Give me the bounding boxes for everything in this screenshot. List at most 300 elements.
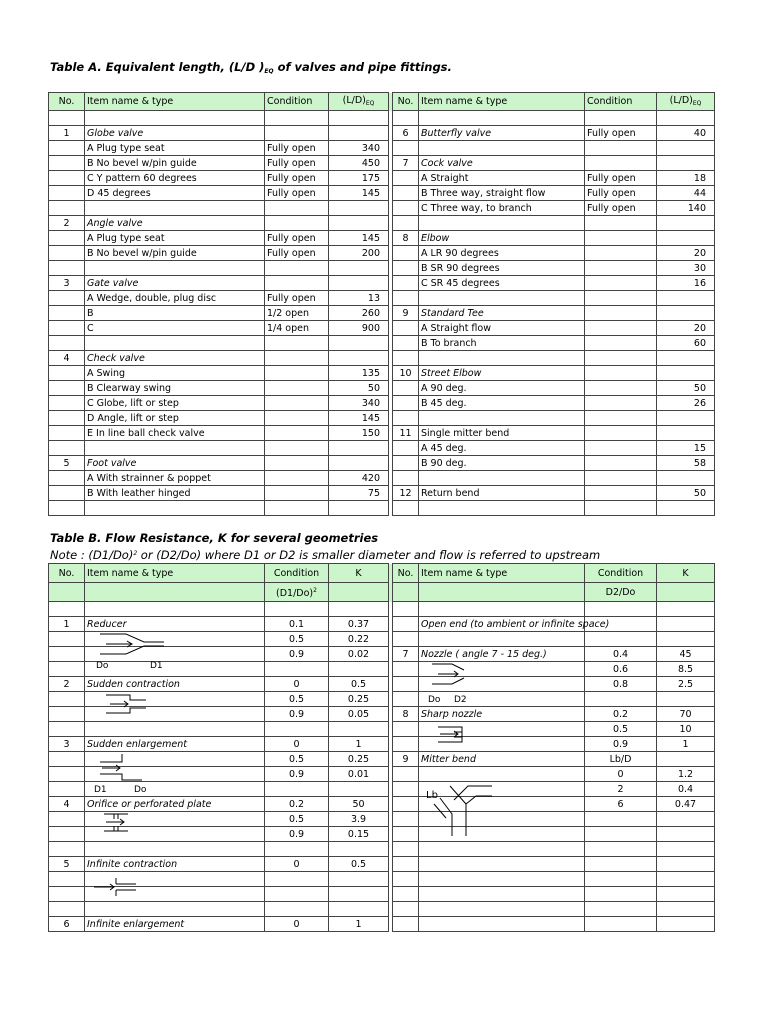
cell-item-left: Infinite enlargement [85, 917, 265, 932]
cell-no-right: 9 [393, 306, 419, 321]
cell-value-left [329, 602, 389, 617]
cell-condition-right [585, 812, 657, 827]
cell-condition-right: 0.9 [585, 737, 657, 752]
cell-value-left: 145 [329, 411, 389, 426]
cell-condition-left [265, 366, 329, 381]
orifice-plate-diagram [100, 812, 140, 834]
col-header-ld [329, 93, 389, 111]
cell-item-right: A 45 deg. [419, 441, 585, 456]
cell-condition-left: 0.5 [265, 752, 329, 767]
cell-no-left [49, 842, 85, 857]
cell-no-right [393, 662, 419, 677]
cell-no-right [393, 602, 419, 617]
cell-no-left [49, 366, 85, 381]
note-sup: 2 [133, 550, 138, 557]
cell-no-left [49, 902, 85, 917]
cell-no-left [49, 782, 85, 797]
cell-no-right [393, 617, 419, 632]
cell-item-left: A With strainner & poppet [85, 471, 265, 486]
cell-item-right [419, 632, 585, 647]
table-b-title: Table B. Flow Resistance, K for several geometries [50, 531, 379, 545]
col-header-condition: Condition [265, 93, 329, 111]
cell-item-right [419, 411, 585, 426]
cell-no-left [49, 321, 85, 336]
cell-condition-left [265, 902, 329, 917]
cell-no-right [393, 456, 419, 471]
cell-value-left [329, 351, 389, 366]
table-row [49, 812, 715, 827]
cell-item-right: Elbow [419, 231, 585, 246]
cell-condition-right [585, 111, 657, 126]
cell-no-left [49, 411, 85, 426]
cell-value-right: 0.4 [657, 782, 715, 797]
cell-value-left: 0.5 [329, 677, 389, 692]
cell-condition-left [265, 486, 329, 501]
cell-value-right: 50 [657, 486, 715, 501]
cell-value-right: 30 [657, 261, 715, 276]
cell-item-left [85, 501, 265, 516]
cell-condition-left [265, 722, 329, 737]
cell-no-left [49, 441, 85, 456]
cell-condition-left: Fully open [265, 156, 329, 171]
cell-condition-left: 0.9 [265, 707, 329, 722]
cell-value-left: 0.15 [329, 827, 389, 842]
cell-item-right [419, 602, 585, 617]
table-row [49, 456, 715, 471]
sharp-nozzle-diagram [434, 724, 474, 746]
cell-condition-left: Fully open [265, 171, 329, 186]
sudden-enlargement-diagram [90, 750, 160, 796]
cell-item-left: Foot valve [85, 456, 265, 471]
cell-value-left [329, 842, 389, 857]
hdr2-blank [393, 583, 419, 602]
cell-no-left: 1 [49, 617, 85, 632]
col-header-ratio-right: D2/Do [585, 583, 657, 602]
cell-no-right [393, 827, 419, 842]
cell-no-right [393, 722, 419, 737]
cell-condition-right [585, 351, 657, 366]
cell-no-left [49, 336, 85, 351]
cell-condition-left [265, 456, 329, 471]
cell-value-left: 0.37 [329, 617, 389, 632]
cell-condition-right: Fully open [585, 126, 657, 141]
cell-item-right: B SR 90 degrees [419, 261, 585, 276]
cell-condition-left [265, 381, 329, 396]
cell-item-right: B 45 deg. [419, 396, 585, 411]
cell-condition-right [585, 887, 657, 902]
table-row [49, 351, 715, 366]
cell-no-right [393, 171, 419, 186]
table-row [49, 111, 715, 126]
cell-no-left [49, 632, 85, 647]
table-row [49, 156, 715, 171]
table-row [49, 381, 715, 396]
cell-condition-left [265, 111, 329, 126]
cell-no-left [49, 186, 85, 201]
hdr2-blank [85, 583, 265, 602]
cell-item-left: A Wedge, double, plug disc [85, 291, 265, 306]
col-header-item: Item name & type [85, 93, 265, 111]
cell-item-left: B Clearway swing [85, 381, 265, 396]
cell-condition-left: 0.9 [265, 767, 329, 782]
cell-item-right: B To branch [419, 336, 585, 351]
table-row [49, 231, 715, 246]
cell-no-right: 7 [393, 156, 419, 171]
cell-no-left: 4 [49, 797, 85, 812]
table-row [49, 857, 715, 872]
cell-no-right [393, 842, 419, 857]
do-label: Do [96, 661, 109, 671]
cell-condition-left: 0.5 [265, 812, 329, 827]
cell-value-right: 0.47 [657, 797, 715, 812]
cell-item-right: A Straight flow [419, 321, 585, 336]
cell-value-right [657, 602, 715, 617]
cell-condition-left [265, 276, 329, 291]
col-header-item: Item name & type [85, 564, 265, 583]
cell-item-right [419, 887, 585, 902]
cell-no-right [393, 902, 419, 917]
cell-no-left [49, 141, 85, 156]
cell-no-left [49, 306, 85, 321]
cell-item-right [419, 111, 585, 126]
cell-condition-left: 0 [265, 857, 329, 872]
cell-no-left [49, 827, 85, 842]
col-header-item-right: Item name & type [419, 93, 585, 111]
cell-value-right [657, 306, 715, 321]
cell-item-right: Mitter bend [419, 752, 585, 767]
cell-value-right: 44 [657, 186, 715, 201]
cell-no-left [49, 246, 85, 261]
hdr2-blank [419, 583, 585, 602]
cell-value-right [657, 842, 715, 857]
cell-item-right: Standard Tee [419, 306, 585, 321]
ld-sub: EQ [365, 99, 375, 107]
cell-no-right [393, 782, 419, 797]
cell-item-right: A Straight [419, 171, 585, 186]
cell-item-right [419, 351, 585, 366]
cell-value-left [329, 126, 389, 141]
cell-value-left: 260 [329, 306, 389, 321]
table-row [49, 722, 715, 737]
cell-value-right: 45 [657, 647, 715, 662]
cell-condition-right: 0 [585, 767, 657, 782]
cell-item-right [419, 842, 585, 857]
cell-item-left [85, 602, 265, 617]
cell-item-right: Return bend [419, 486, 585, 501]
cell-no-left: 3 [49, 737, 85, 752]
cell-item-left: C Y pattern 60 degrees [85, 171, 265, 186]
cell-value-left: 50 [329, 381, 389, 396]
cell-item-left [85, 261, 265, 276]
cell-value-left [329, 501, 389, 516]
cell-no-left [49, 111, 85, 126]
cell-no-left [49, 887, 85, 902]
cell-no-left: 3 [49, 276, 85, 291]
cell-condition-left: 1/2 open [265, 306, 329, 321]
cell-no-right [393, 471, 419, 486]
cell-value-left: 340 [329, 396, 389, 411]
cell-item-left: A Swing [85, 366, 265, 381]
cell-condition-left [265, 411, 329, 426]
cell-item-left: E In line ball check valve [85, 426, 265, 441]
cell-condition-right [585, 381, 657, 396]
cell-condition-left: 1/4 open [265, 321, 329, 336]
cell-condition-left [265, 842, 329, 857]
cell-condition-left: Fully open [265, 231, 329, 246]
cell-value-left [329, 456, 389, 471]
col-header-condition: Condition [265, 564, 329, 583]
table-row [49, 366, 715, 381]
d1-label: D1 [150, 661, 163, 671]
cell-value-right [657, 857, 715, 872]
table-row [49, 141, 715, 156]
cell-no-left [49, 156, 85, 171]
cell-condition-right [585, 486, 657, 501]
table-row [49, 827, 715, 842]
infinite-contraction-diagram [90, 876, 150, 898]
cell-item-right [419, 872, 585, 887]
cell-no-right [393, 321, 419, 336]
cell-no-right [393, 887, 419, 902]
cell-item-right: Street Elbow [419, 366, 585, 381]
cell-condition-right [585, 692, 657, 707]
cell-condition-left: 0 [265, 677, 329, 692]
table-a-title [50, 60, 452, 75]
cell-value-right: 26 [657, 396, 715, 411]
cell-item-left: B [85, 306, 265, 321]
cell-condition-right [585, 411, 657, 426]
table-row [49, 126, 715, 141]
cell-no-right [393, 186, 419, 201]
cell-no-right [393, 291, 419, 306]
cell-value-right [657, 111, 715, 126]
cell-item-left: D 45 degrees [85, 186, 265, 201]
cell-no-left [49, 602, 85, 617]
cell-value-right [657, 632, 715, 647]
cell-value-right: 20 [657, 321, 715, 336]
table-a [48, 92, 715, 516]
cell-value-left: 0.02 [329, 647, 389, 662]
cell-value-left [329, 201, 389, 216]
cell-value-left: 13 [329, 291, 389, 306]
cell-condition-left [265, 126, 329, 141]
cell-value-right: 15 [657, 441, 715, 456]
cell-value-left [329, 276, 389, 291]
cell-condition-right: Lb/D [585, 752, 657, 767]
cell-value-left: 0.25 [329, 692, 389, 707]
cell-condition-left [265, 782, 329, 797]
table-row [49, 486, 715, 501]
cell-condition-left: 0.5 [265, 692, 329, 707]
cell-condition-right [585, 396, 657, 411]
cell-condition-left: Fully open [265, 291, 329, 306]
cell-value-right [657, 426, 715, 441]
nozzle-diagram [424, 660, 484, 706]
col-header-k-right: K [657, 564, 715, 583]
cell-condition-right [585, 456, 657, 471]
cell-no-left [49, 486, 85, 501]
cell-no-left [49, 231, 85, 246]
cell-value-right: 2.5 [657, 677, 715, 692]
cell-condition-right [585, 366, 657, 381]
hdr2-blank [329, 583, 389, 602]
cell-item-left: Angle valve [85, 216, 265, 231]
cell-condition-left: 0 [265, 917, 329, 932]
cell-condition-right [585, 336, 657, 351]
cell-value-right [657, 827, 715, 842]
cell-condition-left [265, 501, 329, 516]
table-row [49, 396, 715, 411]
table-row [49, 471, 715, 486]
cell-condition-left [265, 441, 329, 456]
cell-no-left: 2 [49, 677, 85, 692]
cell-value-left: 1 [329, 917, 389, 932]
cell-item-right [419, 902, 585, 917]
cell-value-left: 0.25 [329, 752, 389, 767]
cell-no-left [49, 872, 85, 887]
cell-no-left: 6 [49, 917, 85, 932]
table-row [49, 602, 715, 617]
cell-no-right [393, 216, 419, 231]
cell-item-right [419, 917, 585, 932]
cell-value-right: 40 [657, 126, 715, 141]
cell-value-right [657, 411, 715, 426]
sudden-contraction-diagram [100, 692, 160, 718]
cell-condition-right [585, 471, 657, 486]
cell-value-left: 145 [329, 231, 389, 246]
cell-value-right [657, 156, 715, 171]
cell-no-right [393, 677, 419, 692]
cell-no-right: 12 [393, 486, 419, 501]
cell-condition-left [265, 216, 329, 231]
cell-value-right [657, 752, 715, 767]
ld-label: (L/D) [342, 94, 366, 106]
cell-no-left [49, 767, 85, 782]
cell-item-right [419, 216, 585, 231]
cell-value-left: 450 [329, 156, 389, 171]
cell-no-right [393, 351, 419, 366]
note-text-b: or (D2/Do) where D1 or D2 is smaller diameter and flow is referred to upstream [137, 548, 601, 562]
cell-value-left: 340 [329, 141, 389, 156]
cell-condition-right [585, 902, 657, 917]
cell-value-right: 60 [657, 336, 715, 351]
cell-item-right: C SR 45 degrees [419, 276, 585, 291]
cell-value-left: 175 [329, 171, 389, 186]
table-a-title-sub: EQ [264, 68, 274, 75]
cell-value-right [657, 692, 715, 707]
cell-no-left [49, 396, 85, 411]
cell-no-right [393, 111, 419, 126]
cell-no-right: 8 [393, 707, 419, 722]
table-row [49, 842, 715, 857]
cell-item-left: A Plug type seat [85, 141, 265, 156]
table-row [49, 441, 715, 456]
cell-value-right [657, 617, 715, 632]
cell-no-right: 6 [393, 126, 419, 141]
table-row [49, 917, 715, 932]
cell-item-left: B No bevel w/pin guide [85, 156, 265, 171]
cell-condition-right [585, 261, 657, 276]
cell-value-right: 58 [657, 456, 715, 471]
cell-condition-right [585, 602, 657, 617]
cell-condition-left: 0.9 [265, 647, 329, 662]
cell-no-right: 7 [393, 647, 419, 662]
cell-condition-right [585, 917, 657, 932]
cell-value-left [329, 872, 389, 887]
cell-value-right [657, 917, 715, 932]
cell-no-left: 5 [49, 857, 85, 872]
table-row [49, 216, 715, 231]
ratio-left-text: (D1/Do) [276, 588, 314, 599]
cell-value-left: 1 [329, 737, 389, 752]
cell-condition-right: 0.6 [585, 662, 657, 677]
cell-no-right [393, 336, 419, 351]
cell-condition-right [585, 426, 657, 441]
table-row [49, 306, 715, 321]
table-row [49, 902, 715, 917]
cell-condition-right [585, 827, 657, 842]
cell-item-right [419, 291, 585, 306]
col-header-ld-right [657, 93, 715, 111]
cell-no-right [393, 261, 419, 276]
cell-value-right [657, 501, 715, 516]
cell-no-left [49, 171, 85, 186]
cell-value-left: 0.05 [329, 707, 389, 722]
cell-item-right: A LR 90 degrees [419, 246, 585, 261]
col-header-condition-right: Condition [585, 93, 657, 111]
cell-item-right: C Three way, to branch [419, 201, 585, 216]
cell-value-left [329, 261, 389, 276]
cell-condition-right [585, 246, 657, 261]
cell-value-right: 140 [657, 201, 715, 216]
cell-condition-right [585, 842, 657, 857]
cell-item-left: A Plug type seat [85, 231, 265, 246]
cell-no-right: 9 [393, 752, 419, 767]
table-row [49, 336, 715, 351]
cell-no-right [393, 857, 419, 872]
cell-value-right [657, 366, 715, 381]
cell-no-left [49, 707, 85, 722]
cell-condition-left [265, 396, 329, 411]
table-a-title-text: Table A. Equivalent length, (L/D ) [50, 60, 265, 74]
cell-no-left [49, 647, 85, 662]
table-row [49, 617, 715, 632]
table-a-title-tail: of valves and pipe fittings. [273, 60, 452, 74]
cell-value-right: 16 [657, 276, 715, 291]
cell-condition-right: 0.2 [585, 707, 657, 722]
cell-no-right [393, 276, 419, 291]
cell-item-left [85, 842, 265, 857]
cell-condition-left: 0.2 [265, 797, 329, 812]
cell-value-left: 135 [329, 366, 389, 381]
col-header-ratio-left [265, 583, 329, 602]
cell-value-left [329, 782, 389, 797]
cell-condition-right: Fully open [585, 201, 657, 216]
cell-value-right [657, 351, 715, 366]
cell-value-left: 150 [329, 426, 389, 441]
cell-value-left [329, 662, 389, 677]
cell-value-left: 0.22 [329, 632, 389, 647]
cell-condition-left [265, 261, 329, 276]
table-row [49, 171, 715, 186]
cell-value-left [329, 111, 389, 126]
cell-condition-right: 6 [585, 797, 657, 812]
cell-no-right [393, 246, 419, 261]
cell-item-right: Cock valve [419, 156, 585, 171]
col-header-item-right: Item name & type [419, 564, 585, 583]
cell-item-left: Sudden contraction [85, 677, 265, 692]
cell-condition-right: Fully open [585, 186, 657, 201]
